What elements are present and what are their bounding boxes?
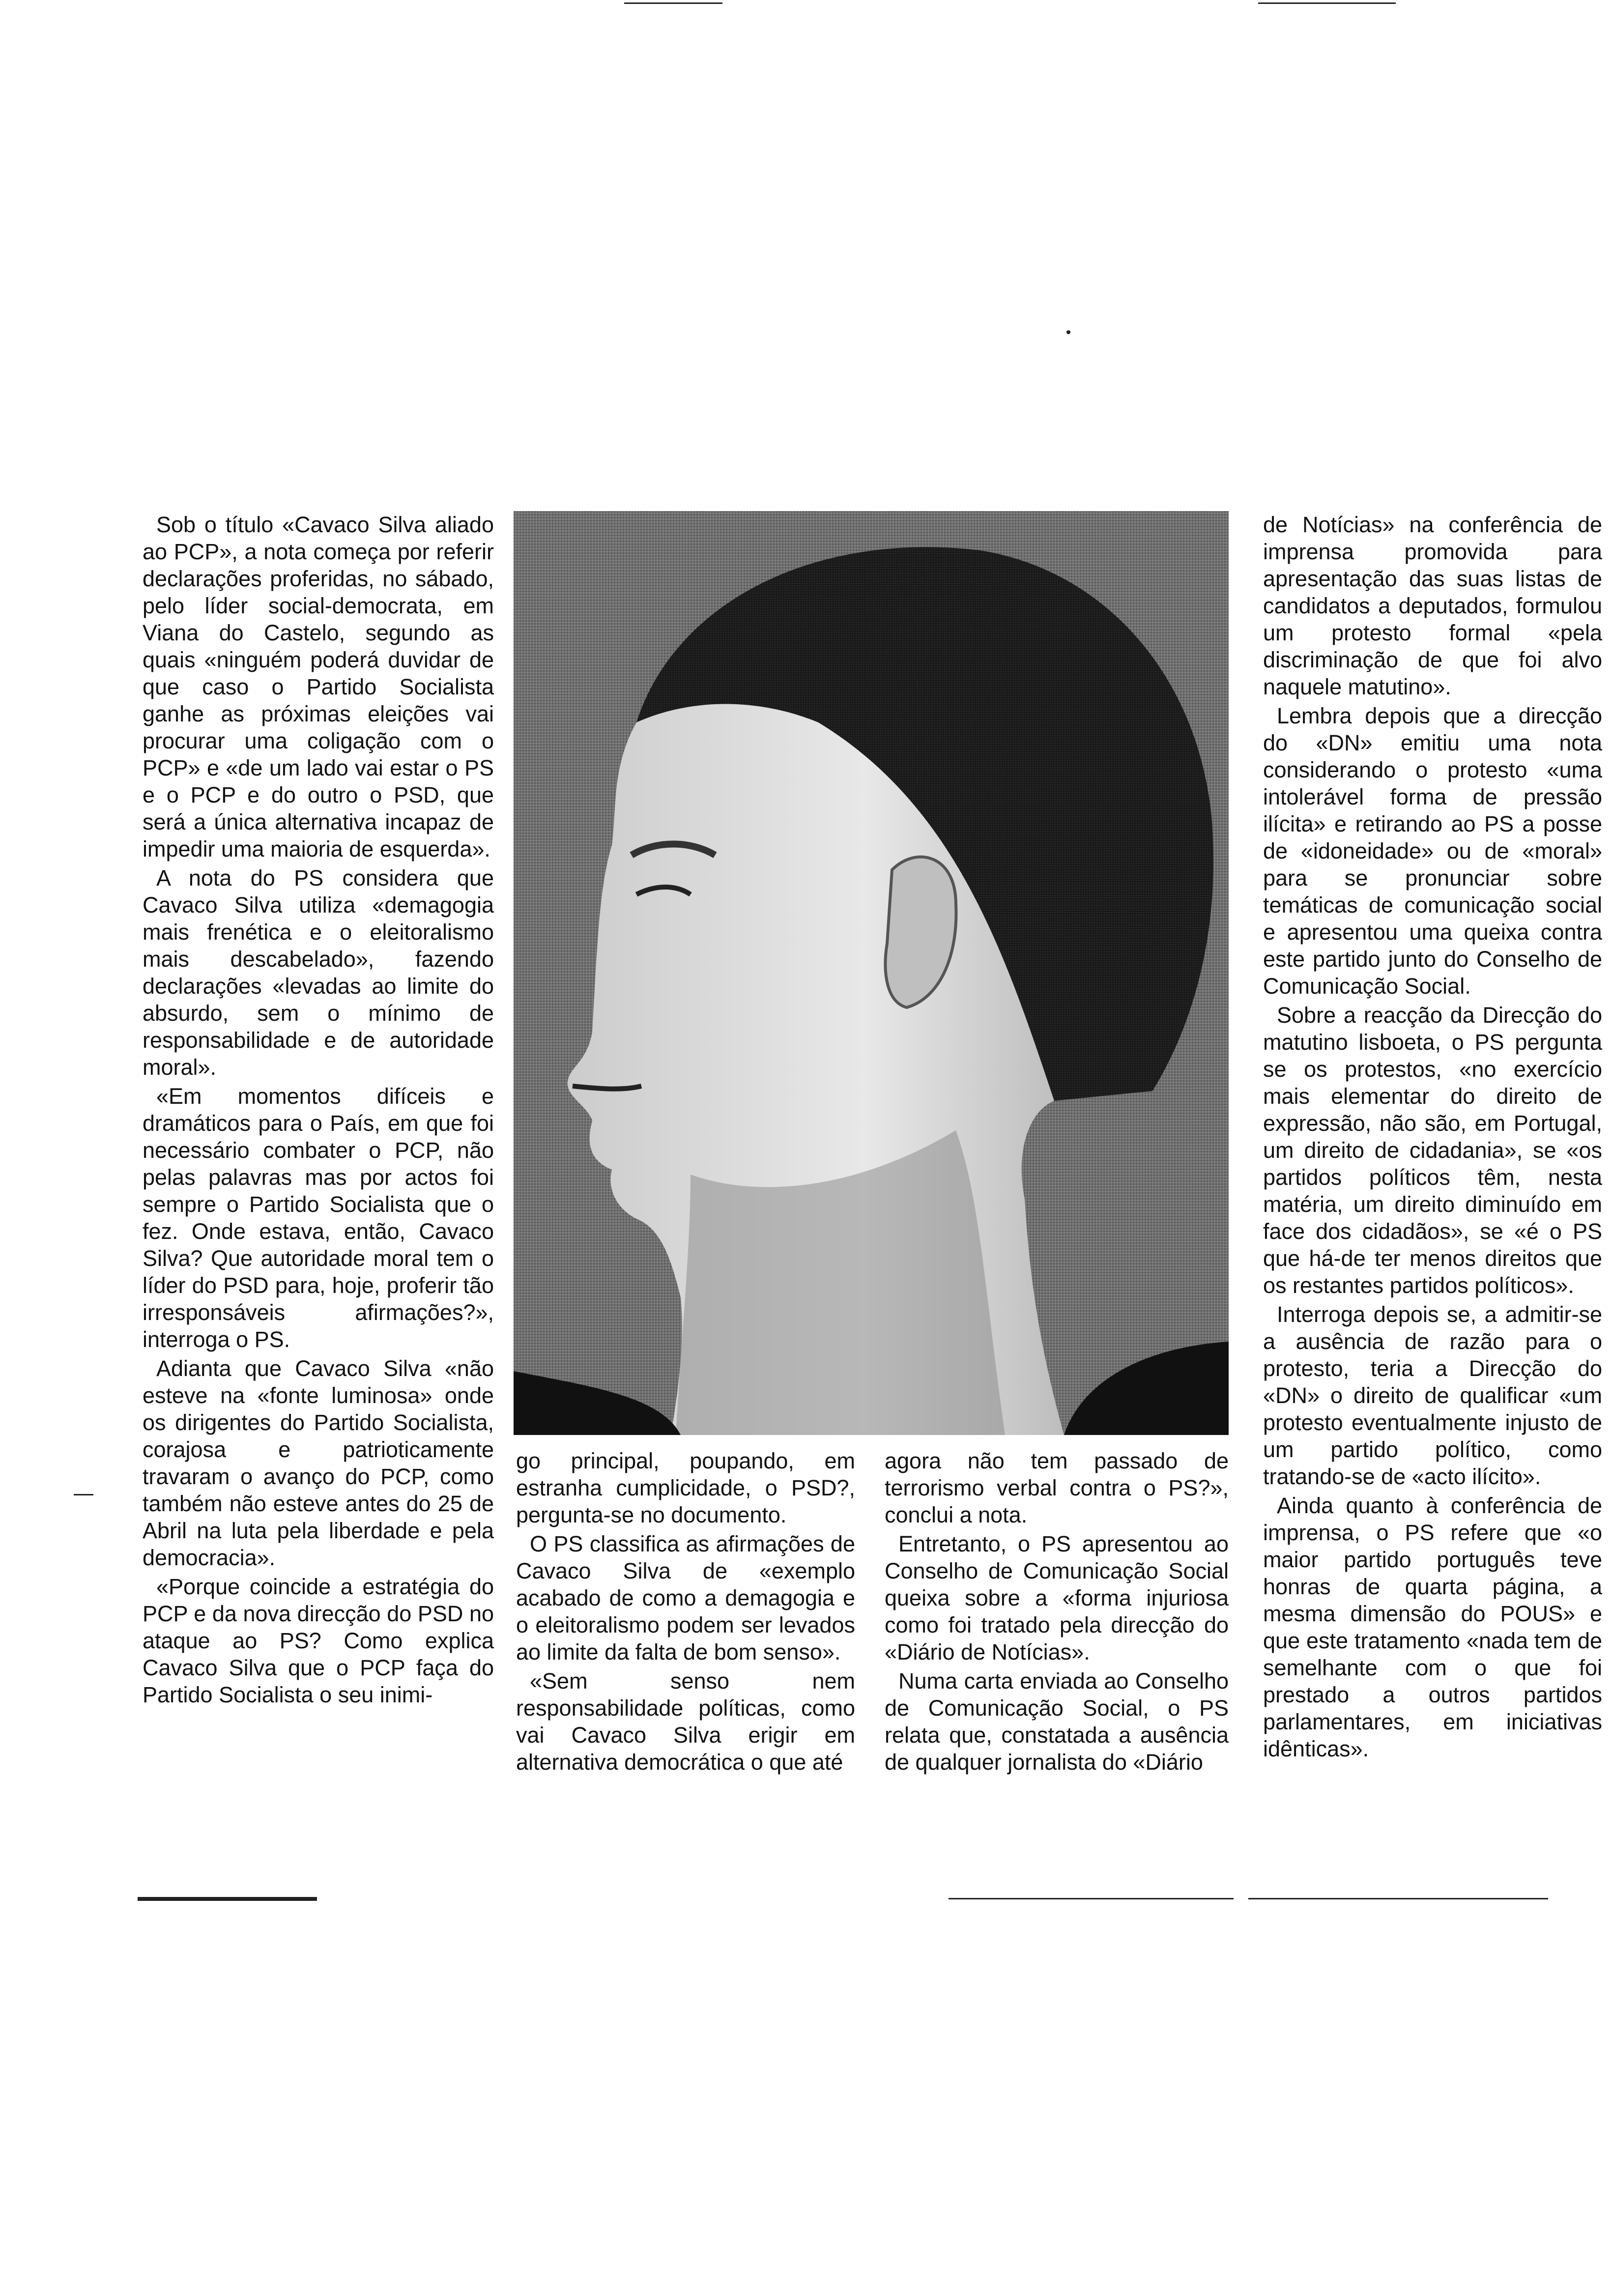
- paragraph: A nota do PS considera que Cavaco Silva utiliza «demagogia mais frenética e o eleitoralismo mais descabelado», fazendo declarações «levadas ao limite do absurdo, sem o mínimo de responsabilidade e de autoridade moral».: [143, 865, 494, 1080]
- paragraph: agora não tem passado de terrorismo verbal contra o PS?», conclui a nota.: [885, 1448, 1229, 1527]
- paragraph: go principal, poupando, em estranha cumplicidade, o PSD?, pergunta-se no documento.: [516, 1448, 855, 1527]
- bottom-rule-right: [1248, 1898, 1548, 1899]
- top-rule-right: [1258, 2, 1396, 4]
- bottom-rule-mid: [949, 1898, 1234, 1899]
- article-column-1: [143, 511, 494, 1710]
- paragraph: Adianta que Cavaco Silva «não esteve na «fonte luminosa» onde os dirigentes do Partido Socialista, corajosa e patrioticamente travaram o avanço do PCP, como também não esteve antes do 25 de Abril na luta pela liberdade e pela democracia».: [143, 1356, 494, 1570]
- speck: [1066, 330, 1070, 334]
- article-column-2: [516, 1447, 855, 1778]
- article-column-3: [885, 1447, 1229, 1778]
- paragraph: Lembra depois que a direcção do «DN» emitiu uma nota considerando o protesto «uma intolerável forma de pressão ilícita» e retirando ao PS a posse de «idoneidade» ou de «moral» para se pronunciar sobre temáticas de comunicação social e apresentou uma queixa contra este partido junto do Conselho de Comunicação Social.: [1263, 703, 1602, 999]
- paragraph: O PS classifica as afirmações de Cavaco Silva de «exemplo acabado de como a demagogia e o eleitoralismo podem ser levados ao limite da falta de bom senso».: [516, 1531, 855, 1665]
- photo-image: [514, 511, 1229, 1435]
- paragraph: Entretanto, o PS apresentou ao Conselho de Comunicação Social queixa sobre a «forma injuriosa como foi tratado pela direcção do «Diário de Notícias».: [885, 1531, 1229, 1665]
- paragraph: «Em momentos difíceis e dramáticos para o País, em que foi necessário combater o PCP, não pelas palavras mas por actos foi sempre o Partido Socialista que o fez. Onde estava, então, Cavaco Silva? Que autoridade moral tem o líder do PSD para, hoje, proferir tão irresponsáveis afirmações?», interroga o PS.: [143, 1084, 494, 1352]
- margin-mark: [74, 1494, 93, 1495]
- paragraph: de Notícias» na conferência de imprensa promovida para apresentação das suas listas de candidatos a deputados, formulou um protesto formal «pela discriminação de que foi alvo naquele matutino».: [1263, 512, 1602, 699]
- paragraph: Sobre a reacção da Direcção do matutino lisboeta, o PS pergunta se os protestos, «no exercício mais elementar do direito de expressão, não são, em Portugal, um direito de cidadania», se «os partidos políticos têm, nesta matéria, um direito diminuído em face dos cidadãos», se «é o PS que há-de ter menos direitos que os restantes partidos políticos».: [1263, 1003, 1602, 1298]
- article-column-4: [1263, 511, 1602, 1764]
- paragraph: Interroga depois se, a admitir-se a ausência de razão para o protesto, teria a Direcção do «DN» o direito de qualificar «um protesto eventualmente injusto de um partido político, como tratando-se de «acto ilícito».: [1263, 1302, 1602, 1489]
- paragraph: «Porque coincide a estratégia do PCP e da nova direcção do PSD no ataque ao PS? Como explica Cavaco Silva que o PCP faça do Partido Socialista o seu inimi-: [143, 1574, 494, 1707]
- bottom-rule-thick: [138, 1897, 317, 1901]
- paragraph: Numa carta enviada ao Conselho de Comunicação Social, o PS relata que, constatada a ausência de qualquer jornalista do «Diário: [885, 1668, 1229, 1775]
- paragraph: Sob o título «Cavaco Silva aliado ao PCP», a nota começa por referir declarações proferidas, no sábado, pelo líder social-democrata, em Viana do Castelo, segundo as quais «ninguém poderá duvidar de que caso o Partido Socialista ganhe as próximas eleições vai procurar uma coligação com o PCP» e «de um lado vai estar o PS e o PCP e do outro o PSD, que será a única alternativa incapaz de impedir uma maioria de esquerda».: [143, 512, 494, 861]
- paragraph: «Sem senso nem responsabilidade políticas, como vai Cavaco Silva erigir em alternativa democrática o que até: [516, 1668, 855, 1775]
- top-rule-left: [624, 2, 722, 4]
- man-profile-photo: [514, 511, 1229, 1435]
- paragraph: Ainda quanto à conferência de imprensa, o PS refere que «o maior partido português teve honras de quarta página, a mesma dimensão do POUS» e que este tratamento «nada tem de semelhante com o que foi prestado a outros partidos parlamentares, em iniciativas idênticas».: [1263, 1493, 1602, 1761]
